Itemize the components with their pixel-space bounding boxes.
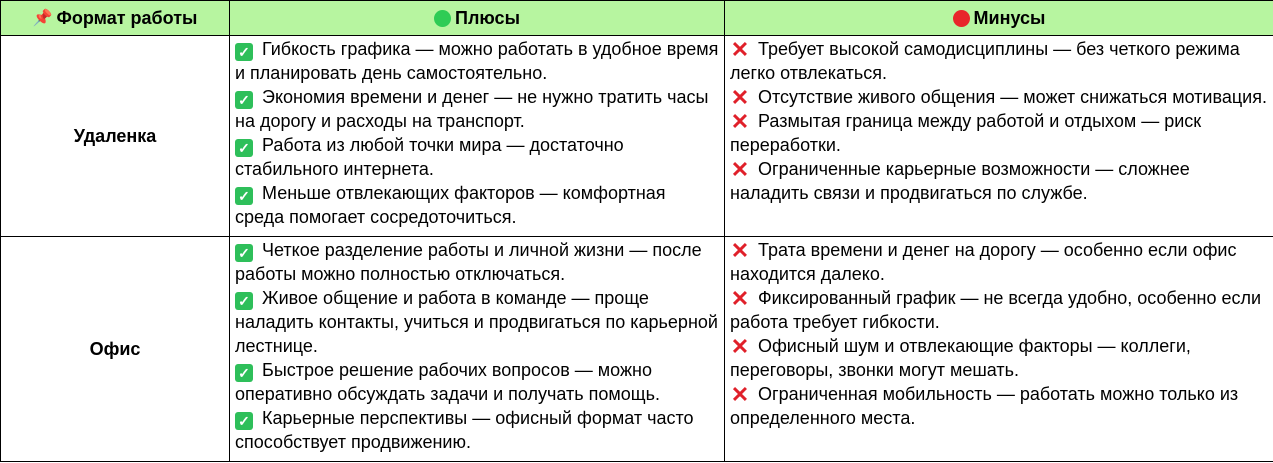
cross-icon: ✕ (730, 238, 750, 263)
check-icon: ✓ (235, 244, 253, 262)
list-item (235, 406, 719, 454)
header-cons (725, 1, 1273, 36)
list-item (730, 238, 1268, 286)
item-text: Фиксированный график — не всегда удобно, особенно если работа требует гибкости. (730, 288, 1262, 332)
format-cell: Офис (1, 237, 230, 462)
pros-cell (230, 237, 725, 462)
table-row (1, 237, 1273, 462)
item-text: Меньше отвлекающих факторов — комфортная среда помогает сосредоточиться. (235, 183, 666, 227)
item-text: Трата времени и денег на дорогу — особенно если офис находится далеко. (730, 240, 1237, 284)
check-icon: ✓ (235, 91, 253, 109)
list-item (730, 37, 1268, 85)
list-item (235, 358, 719, 406)
header-pros-label: Плюсы (455, 7, 520, 28)
cons-cell (725, 36, 1273, 237)
item-text: Быстрое решение рабочих вопросов — можно оперативно обсуждать задачи и получать помощь. (235, 360, 660, 404)
cross-icon: ✕ (730, 109, 750, 134)
list-item (730, 382, 1268, 430)
pros-cell (230, 36, 725, 237)
red-circle-icon (953, 10, 970, 27)
item-text: Экономия времени и денег — не нужно тратить часы на дорогу и расходы на транспорт. (235, 87, 709, 131)
list-item (235, 238, 719, 286)
cross-icon: ✕ (730, 37, 750, 62)
pin-icon: 📌 (32, 10, 53, 27)
item-text: Четкое разделение работы и личной жизни — после работы можно полностью отключаться. (235, 240, 702, 284)
item-text: Ограниченные карьерные возможности — сложнее наладить связи и продвигаться по службе. (730, 159, 1190, 203)
item-text: Отсутствие живого общения — может снижаться мотивация. (758, 87, 1267, 107)
list-item (730, 334, 1268, 382)
cross-icon: ✕ (730, 157, 750, 182)
list-item (730, 157, 1268, 205)
item-text: Гибкость графика — можно работать в удобное время и планировать день самостоятельно. (235, 39, 719, 83)
item-text: Требует высокой самодисциплины — без четкого режима легко отвлекаться. (730, 39, 1240, 83)
item-text: Ограниченная мобильность — работать можно только из определенного места. (730, 384, 1239, 428)
table-row (1, 36, 1273, 237)
cross-icon: ✕ (730, 286, 750, 311)
check-icon: ✓ (235, 139, 253, 157)
check-icon: ✓ (235, 412, 253, 430)
item-text: Карьерные перспективы — офисный формат часто способствует продвижению. (235, 408, 694, 452)
list-item (730, 85, 1268, 109)
list-item (730, 109, 1268, 157)
list-item (730, 286, 1268, 334)
item-text: Работа из любой точки мира — достаточно стабильного интернета. (235, 135, 624, 179)
item-text: Размытая граница между работой и отдыхом — риск переработки. (730, 111, 1202, 155)
header-pros (230, 1, 725, 36)
format-cell: Удаленка (1, 36, 230, 237)
check-icon: ✓ (235, 364, 253, 382)
list-item (235, 133, 719, 181)
green-circle-icon (434, 10, 451, 27)
list-item (235, 85, 719, 133)
header-format (1, 1, 230, 36)
cross-icon: ✕ (730, 85, 750, 110)
check-icon: ✓ (235, 187, 253, 205)
check-icon: ✓ (235, 292, 253, 310)
cross-icon: ✕ (730, 334, 750, 359)
header-row (1, 1, 1273, 36)
item-text: Офисный шум и отвлекающие факторы — коллеги, переговоры, звонки могут мешать. (730, 336, 1191, 380)
list-item (235, 286, 719, 358)
list-item (235, 37, 719, 85)
cons-cell (725, 237, 1273, 462)
list-item (235, 181, 719, 229)
header-cons-label: Минусы (973, 7, 1046, 28)
header-format-label: Формат работы (56, 7, 198, 28)
item-text: Живое общение и работа в команде — проще наладить контакты, учиться и продвигаться по карьерной лестнице. (235, 288, 718, 356)
cross-icon: ✕ (730, 382, 750, 407)
check-icon: ✓ (235, 43, 253, 61)
